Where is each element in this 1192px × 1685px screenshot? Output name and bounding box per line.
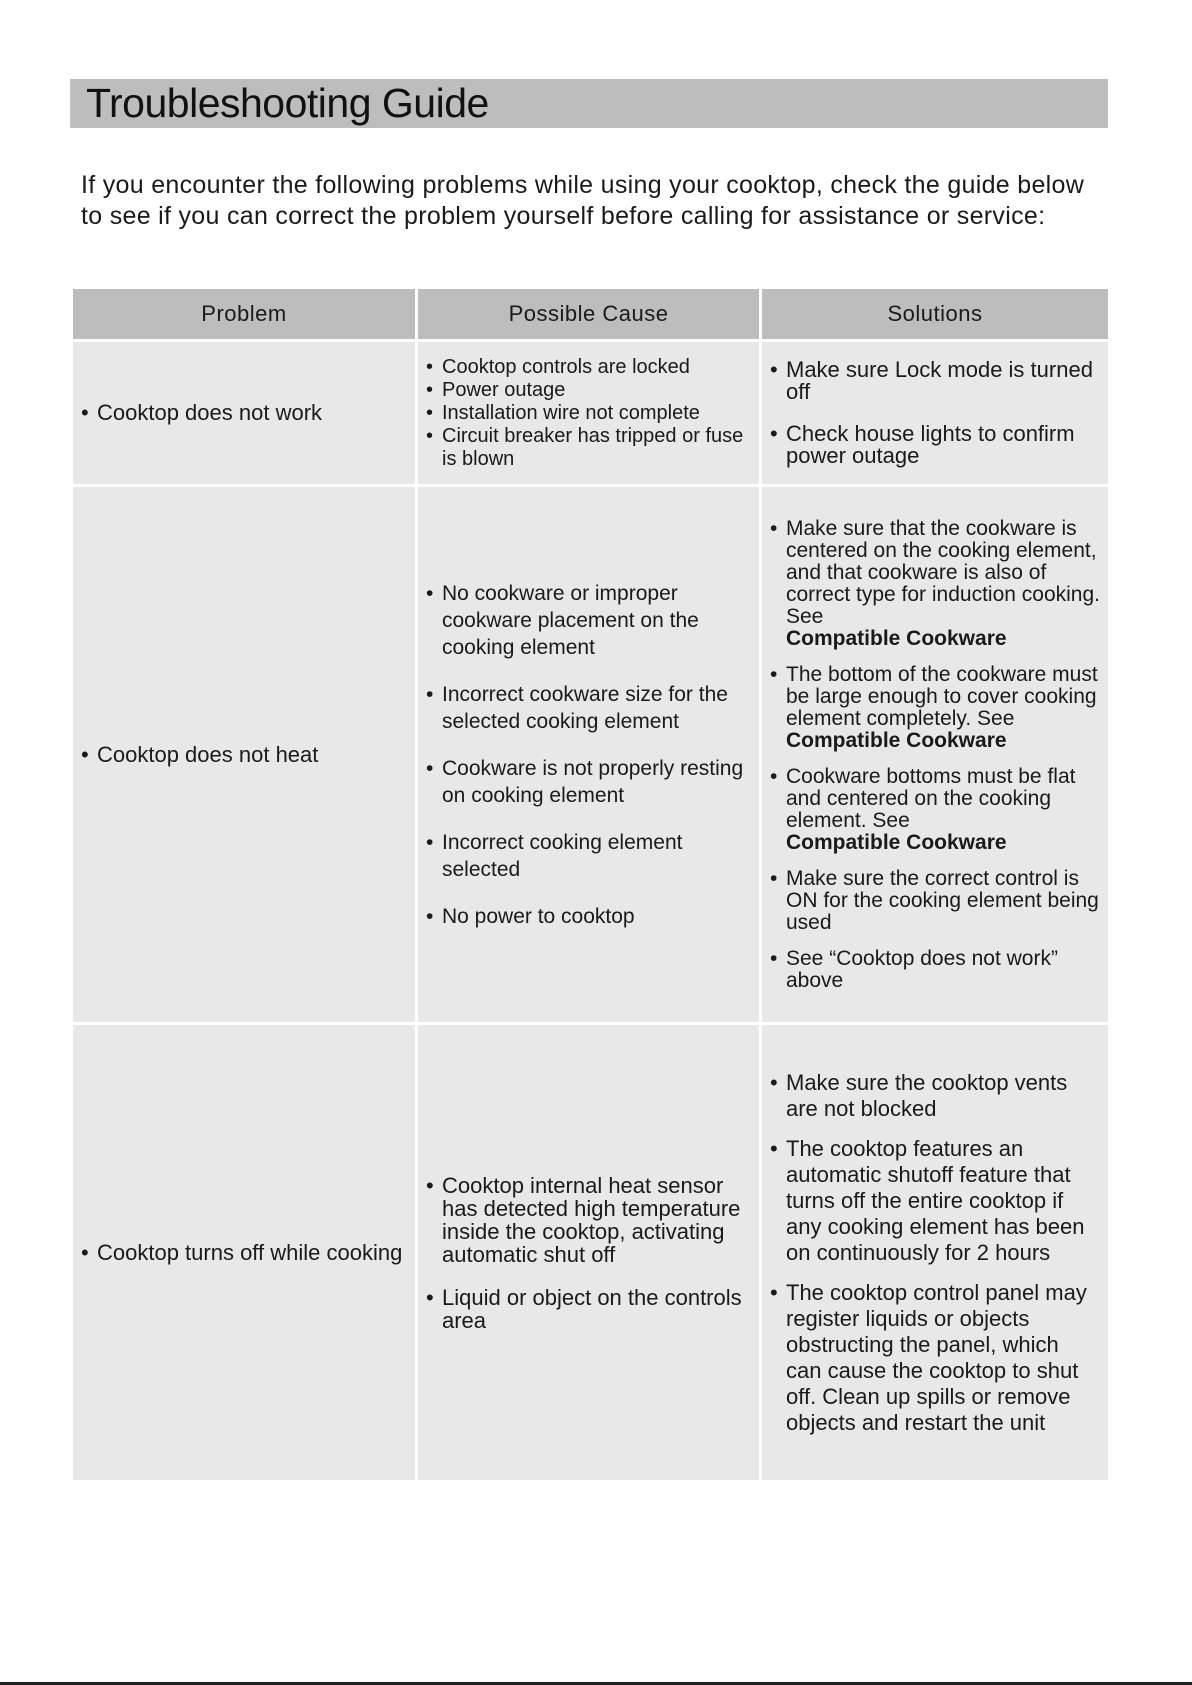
solution-cell [761,341,1110,486]
solution-cell [761,486,1110,1024]
header-problem: Problem [72,288,417,341]
problem-cell [72,341,417,486]
cause-list [426,580,751,930]
problem-text: • Cooktop does not work [81,400,407,426]
solution-item [770,518,1100,650]
cause-cell [417,1024,761,1482]
cause-item: • Installation wire not complete [426,402,751,425]
page-title: Troubleshooting Guide [86,80,489,126]
solution-cell [761,1024,1110,1482]
troubleshooting-table [70,286,1111,1483]
solution-item: • The cooktop control panel may register liquids or objects obstructing the panel, which can cause the cooktop to shut off. Clean up spills or remove objects and restart the unit [770,1280,1100,1436]
solution-item: • Make sure Lock mode is turned off [770,359,1100,403]
header-cause: Possible Cause [417,288,761,341]
cause-cell [417,486,761,1024]
cause-item: • Liquid or object on the controls area [426,1286,751,1332]
cause-item: • No cookware or improper cookware placement on the cooking element [426,580,751,661]
cause-item: • No power to cooktop [426,903,751,930]
problem-text: • Cooktop turns off while cooking [81,1240,407,1266]
solution-item: • The cooktop features an automatic shutoff feature that turns off the entire cooktop if any cooking element has been on continuously for 2 hours [770,1136,1100,1266]
cause-item: • Circuit breaker has tripped or fuse is blown [426,425,751,471]
solution-item: • Check house lights to confirm power outage [770,423,1100,467]
cause-item: • Incorrect cookware size for the selected cooking element [426,681,751,735]
cross-reference: Compatible Cookware [786,728,1007,752]
table-row [72,341,1110,486]
cause-item: • Cooktop internal heat sensor has detected high temperature inside the cooktop, activating automatic shut off [426,1174,751,1266]
cause-item: • Incorrect cooking element selected [426,829,751,883]
solution-text: Make sure that the cookware is centered on the cooking element, and that cookware is also of correct type for induction cooking. See [786,516,1100,628]
problem-cell [72,486,417,1024]
solution-list [770,518,1100,992]
problem-text: • Cooktop does not heat [81,742,407,768]
table-header-row [72,288,1110,341]
cause-item: • Power outage [426,379,751,402]
solution-text: Cookware bottoms must be flat and centered on the cooking element. See [786,764,1076,832]
cause-item: • Cookware is not properly resting on cooking element [426,755,751,809]
table-row [72,486,1110,1024]
problem-cell [72,1024,417,1482]
cross-reference: Compatible Cookware [786,626,1007,650]
solution-list [770,359,1100,467]
solution-text: The bottom of the cookware must be large enough to cover cooking element completely. See [786,662,1098,730]
solution-item [770,766,1100,854]
title-bar [70,79,1108,128]
cause-item: • Cooktop controls are locked [426,356,751,379]
cause-cell [417,341,761,486]
solution-list [770,1070,1100,1436]
table-row [72,1024,1110,1482]
cause-list [426,356,751,471]
solution-item: • Make sure the correct control is ON for the cooking element being used [770,868,1100,934]
solution-item: • Make sure the cooktop vents are not blocked [770,1070,1100,1122]
intro-paragraph: If you encounter the following problems while using your cooktop, check the guide below to see if you can correct the problem yourself before calling for assistance or service: [81,171,1085,230]
header-solutions: Solutions [761,288,1110,341]
cross-reference: Compatible Cookware [786,830,1007,854]
cause-list [426,1174,751,1332]
solution-item: • See “Cooktop does not work” above [770,948,1100,992]
solution-item [770,664,1100,752]
